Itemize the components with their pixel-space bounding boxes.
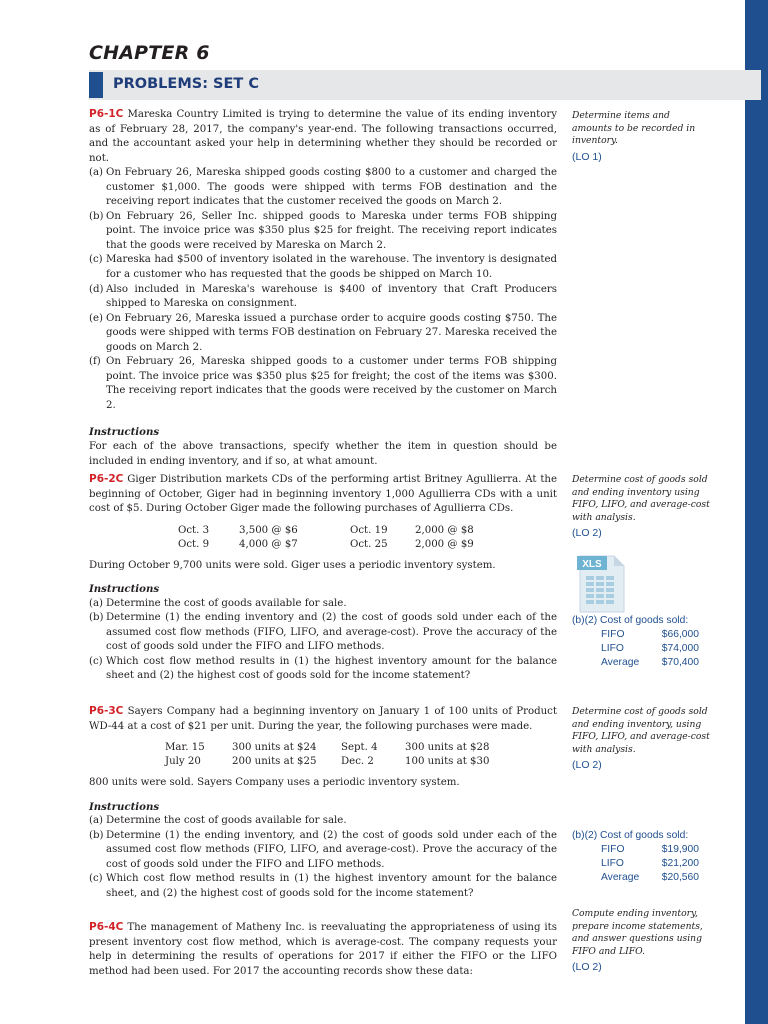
answer-row: Average $70,400: [601, 657, 699, 668]
list-item: (c) Which cost flow method results in (1) the highest inventory amount for the balance sheet, and (2) the highest cost of goods sold for the income statement?: [89, 873, 557, 899]
problem-id: P6-3C: [89, 705, 124, 717]
side-note-p6-3c: Determine cost of goods sold and ending inventory, using FIFO, LIFO, and average-cost with analysis. (LO 2): [572, 706, 712, 772]
instructions-text: For each of the above transactions, specify whether the item in question should be included in ending inventory, and if so, at what amount.: [89, 441, 557, 467]
list-item: (b) On February 26, Seller Inc. shipped goods to Mareska under terms FOB shipping point. The invoice price was $350 plus $25 for freight. The receiving report indicates that the goods were received by Mareska on March 2.: [89, 210, 557, 251]
problem-text: During October 9,700 units were sold. Giger uses a periodic inventory system.: [89, 559, 496, 571]
learning-objective: (LO 2): [572, 759, 602, 772]
list-item: (f) On February 26, Mareska shipped goods to a customer under terms FOB shipping point. The invoice price was $350 plus $25 for freight; the cost of the items was $300. The receiving report indicates that the goods were received by the customer on March 2.: [89, 356, 557, 411]
answer-box-p6-3c: [572, 829, 699, 885]
section-title: PROBLEMS: SET C: [113, 76, 259, 92]
side-note-p6-4c: Compute ending inventory, prepare income statements, and answer questions using FIFO and LIFO. (LO 2): [572, 908, 712, 974]
chapter-heading: CHAPTER 6: [89, 42, 210, 64]
instructions-heading: Instructions: [89, 583, 160, 596]
answer-heading: (b)(2) Cost of goods sold:: [572, 615, 689, 626]
purchases-table: [178, 524, 474, 552]
problem-intro: P6-1C Mareska Country Limited is trying to determine the value of its ending inventory as of February 28, 2017, the company's year-end. The following transactions occurred, and the accountant asked your help in determining whether they should be recorded or not.: [89, 108, 557, 164]
problem-id: P6-1C: [89, 108, 124, 120]
list-item: (a) Determine the cost of goods available for sale.: [89, 597, 347, 609]
problem-p6-2c: [89, 472, 557, 684]
spreadsheet-icon: [576, 554, 626, 614]
list-item: (b) Determine (1) the ending inventory, and (2) the cost of goods sold under each of the assumed cost flow methods (FIFO, LIFO, and average-cost). Prove the accuracy of the cost of goods sold under the FIFO and LIFO methods.: [89, 829, 557, 870]
problem-intro: P6-2C Giger Distribution markets CDs of the performing artist Britney Agullierra. At the beginning of October, Giger had in beginning inventory 1,000 Agullierra CDs with a unit cost of $5. During October Giger made the following purchases of Agullierra CDs.: [89, 473, 558, 515]
list-item: (e) On February 26, Mareska issued a purchase order to acquire goods costing $750. The goods were shipped with terms FOB destination on February 27. Mareska received the goods on March 2.: [89, 312, 557, 353]
table-row: Mar. 15 300 units at $24 Sept. 4 300 units at $28: [165, 742, 490, 754]
section-marker: [89, 72, 103, 98]
side-note-p6-2c: Determine cost of goods sold and ending inventory using FIFO, LIFO, and average-cost with analysis. (LO 2): [572, 474, 712, 540]
problem-intro: P6-3C Sayers Company had a beginning inventory on January 1 of 100 units of Product WD-44 at a cost of $21 per unit. During the year, the following purchases were made.: [89, 705, 557, 732]
table-row: July 20 200 units at $25 Dec. 2 100 units at $30: [165, 756, 490, 768]
table-row: Oct. 9 4,000 @ $7 Oct. 25 2,000 @ $9: [178, 538, 474, 550]
learning-objective: (LO 2): [572, 527, 602, 540]
answer-row: FIFO $19,900: [601, 844, 699, 855]
list-item: (c) Mareska had $500 of inventory isolated in the warehouse. The inventory is designated for a customer who has requested that the goods be shipped on March 10.: [89, 254, 557, 281]
list-item: (a) On February 26, Mareska shipped goods costing $800 to a customer and charged the customer $1,000. The goods were shipped with terms FOB destination and the receiving report indicates that the customer received the goods on March 2.: [89, 167, 557, 208]
problem-intro: P6-4C The management of Matheny Inc. is reevaluating the appropriateness of using its present inventory cost flow method, which is average-cost. The company requests your help in determining the results of operations for 2017 if either the FIFO or the LIFO method had been used. For 2017 the accounting records show these data:: [89, 921, 557, 977]
answer-row: LIFO $21,200: [601, 858, 699, 869]
problem-p6-1c: [89, 107, 557, 469]
answer-row: Average $20,560: [601, 872, 699, 883]
problem-text: 800 units were sold. Sayers Company uses a periodic inventory system.: [89, 777, 460, 789]
answer-row: LIFO $74,000: [601, 643, 699, 654]
answer-heading: (b)(2) Cost of goods sold:: [572, 830, 689, 841]
list-item: (c) Which cost flow method results in (1) the highest inventory amount for the balance sheet and (2) the highest cost of goods sold for the income statement?: [89, 655, 557, 682]
list-item: (d) Also included in Mareska's warehouse is $400 of inventory that Craft Producers shipped to Mareska on consignment.: [89, 283, 557, 310]
problem-p6-3c: [89, 704, 557, 901]
purchases-table: [165, 741, 489, 769]
list-item: (b) Determine (1) the ending inventory and (2) the cost of goods sold under each of the assumed cost flow methods (FIFO, LIFO, and average-cost). Prove the accuracy of the cost of goods sold under the FIFO and LIFO methods.: [89, 612, 557, 653]
table-row: Oct. 3 3,500 @ $6 Oct. 19 2,000 @ $8: [178, 524, 474, 536]
instructions-heading: Instructions: [89, 426, 160, 439]
answer-box-p6-2c: [572, 614, 699, 670]
problem-p6-4c: [89, 920, 557, 979]
learning-objective: (LO 2): [572, 961, 602, 974]
svg-text:XLS: XLS: [582, 559, 602, 570]
page-edge-bar: [745, 0, 768, 1024]
instructions-heading: Instructions: [89, 800, 160, 813]
learning-objective: (LO 1): [572, 150, 602, 163]
answer-row: FIFO $66,000: [601, 629, 699, 640]
side-note-p6-1c: Determine items and amounts to be recorded in inventory. (LO 1): [572, 110, 712, 163]
list-item: (a) Determine the cost of goods available for sale.: [89, 815, 347, 827]
problem-id: P6-4C: [89, 921, 124, 933]
section-header: [89, 70, 761, 100]
problem-id: P6-2C: [89, 473, 124, 485]
